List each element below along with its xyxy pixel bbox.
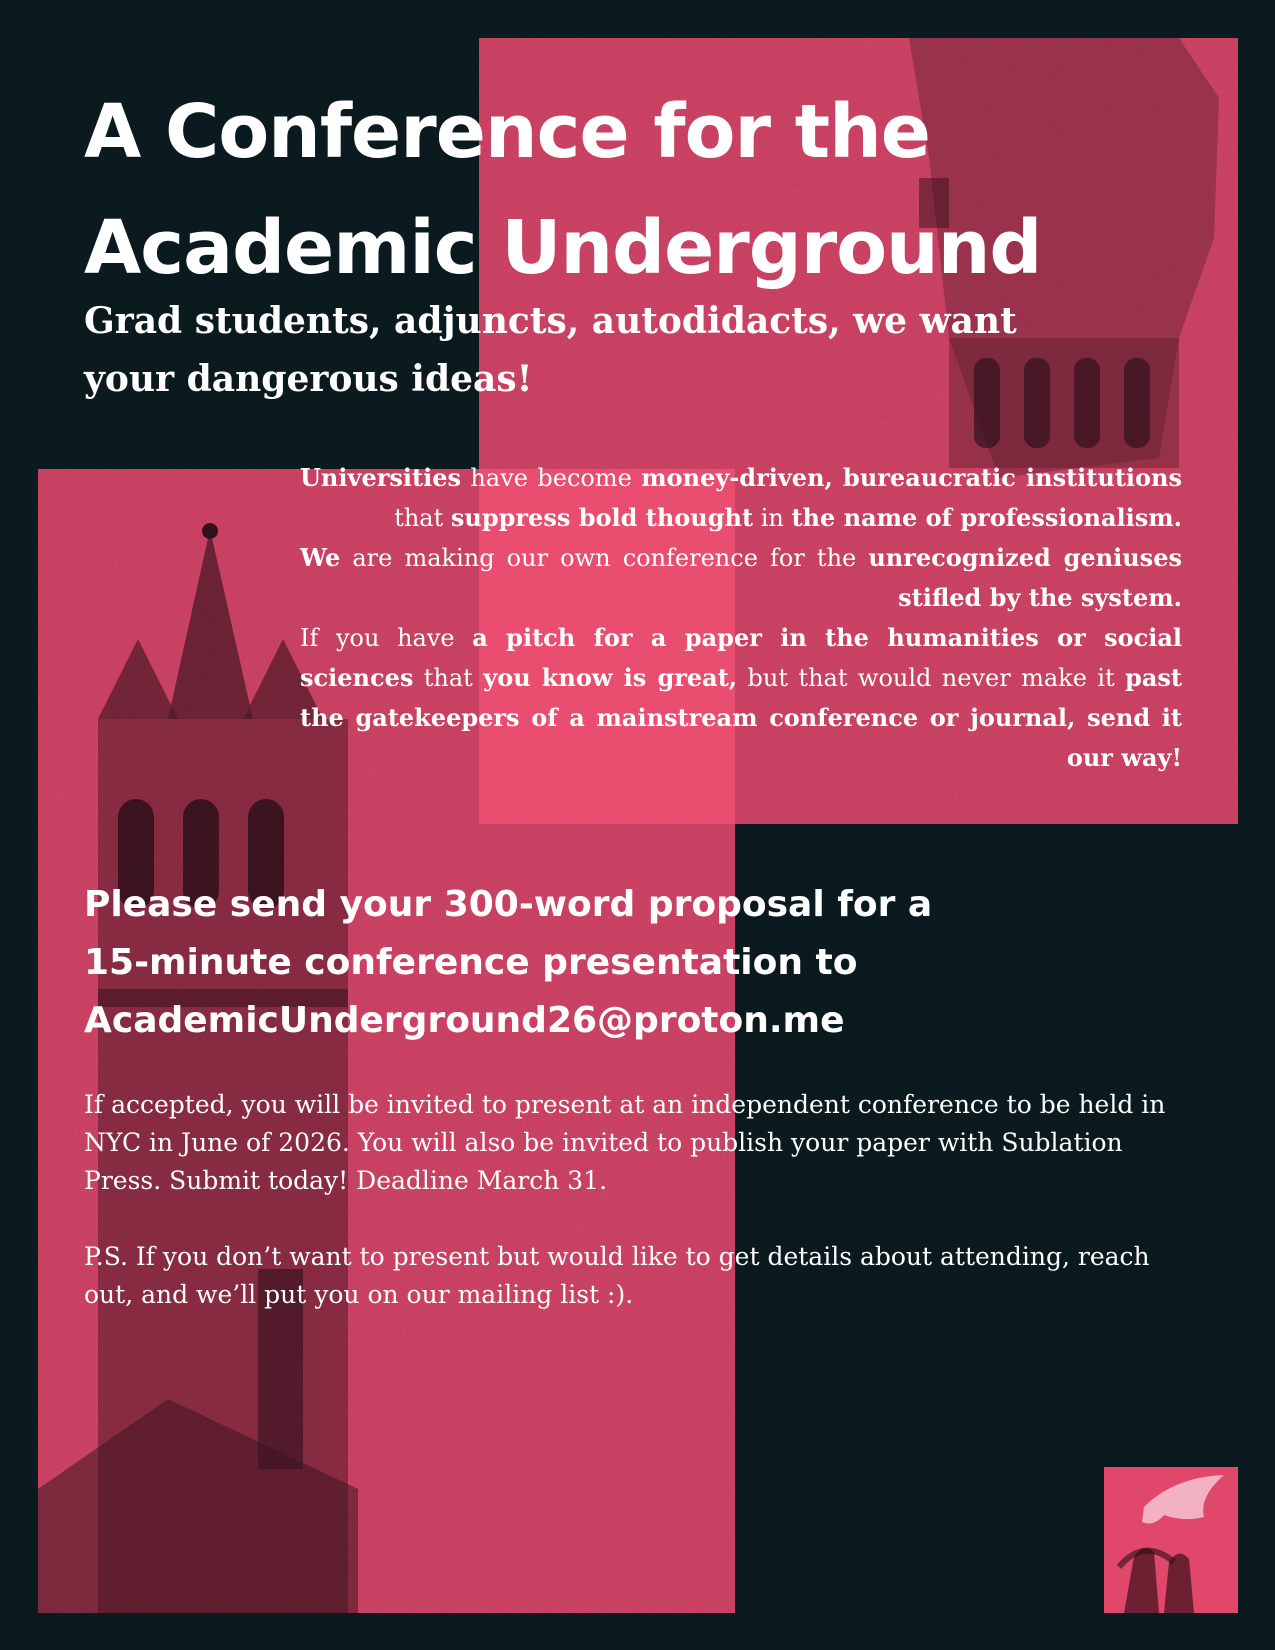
- acceptance-details: If accepted, you will be invited to present at an independent conference to be held in NYC in June of 2026. You will also be invited to publish your paper with Sublation Press. Submit today! Deadline March 31.: [84, 1090, 1166, 1195]
- title-line-1: A Conference for the: [84, 89, 930, 175]
- text-run-2: that: [413, 664, 484, 692]
- text-run-4: but that would never make it: [737, 664, 1126, 692]
- emphasis-run-5: past the gatekeepers of a mainstream conference or journal, send it our way!: [300, 663, 1183, 772]
- subtitle-line-1: Grad students, adjuncts, autodidacts, we want: [84, 300, 1017, 342]
- dove-hands-logo: [1104, 1467, 1238, 1613]
- emphasis-run-1: a pitch for a paper in the humanities or social sciences: [300, 623, 1182, 692]
- text-run-1: have become: [460, 464, 642, 492]
- text-run-0: If you have: [300, 624, 473, 652]
- cta-line-1: Please send your 300-word proposal for a: [84, 884, 933, 925]
- emphasis-run-0: We: [300, 543, 341, 572]
- subtitle-line-2: your dangerous ideas!: [84, 358, 533, 400]
- manifesto-text: [300, 458, 1182, 778]
- emphasis-run-3: you know is great,: [483, 663, 738, 692]
- contact-email-link[interactable]: AcademicUnderground26@proton.me: [84, 1000, 845, 1041]
- page-title: [84, 74, 1184, 306]
- emphasis-run-0: Universities: [300, 463, 461, 492]
- subtitle: [84, 292, 1124, 408]
- submission-call: [84, 876, 1184, 1050]
- manifesto-paragraph-3: [300, 618, 1182, 778]
- cta-line-2: 15-minute conference presentation to: [84, 942, 858, 983]
- postscript: P.S. If you don’t want to present but would like to get details about attending, reach out, and we’ll put you on our mailing list :).: [84, 1242, 1150, 1309]
- text-run-1: are making our own conference for the: [340, 544, 869, 572]
- manifesto-paragraph-1: [300, 458, 1182, 538]
- emphasis-run-6: the name of professionalism.: [791, 503, 1182, 532]
- text-run-3: that: [394, 504, 451, 532]
- emphasis-run-2: unrecognized geniuses stifled by the system.: [868, 543, 1182, 612]
- dove-icon: [1104, 1467, 1238, 1613]
- manifesto-paragraph-2: [300, 538, 1182, 618]
- emphasis-run-4: suppress bold thought: [450, 503, 754, 532]
- emphasis-run-2: money-driven, bureaucratic institutions: [641, 463, 1182, 492]
- text-run-5: in: [753, 504, 792, 532]
- title-line-2: Academic Underground: [84, 205, 1042, 291]
